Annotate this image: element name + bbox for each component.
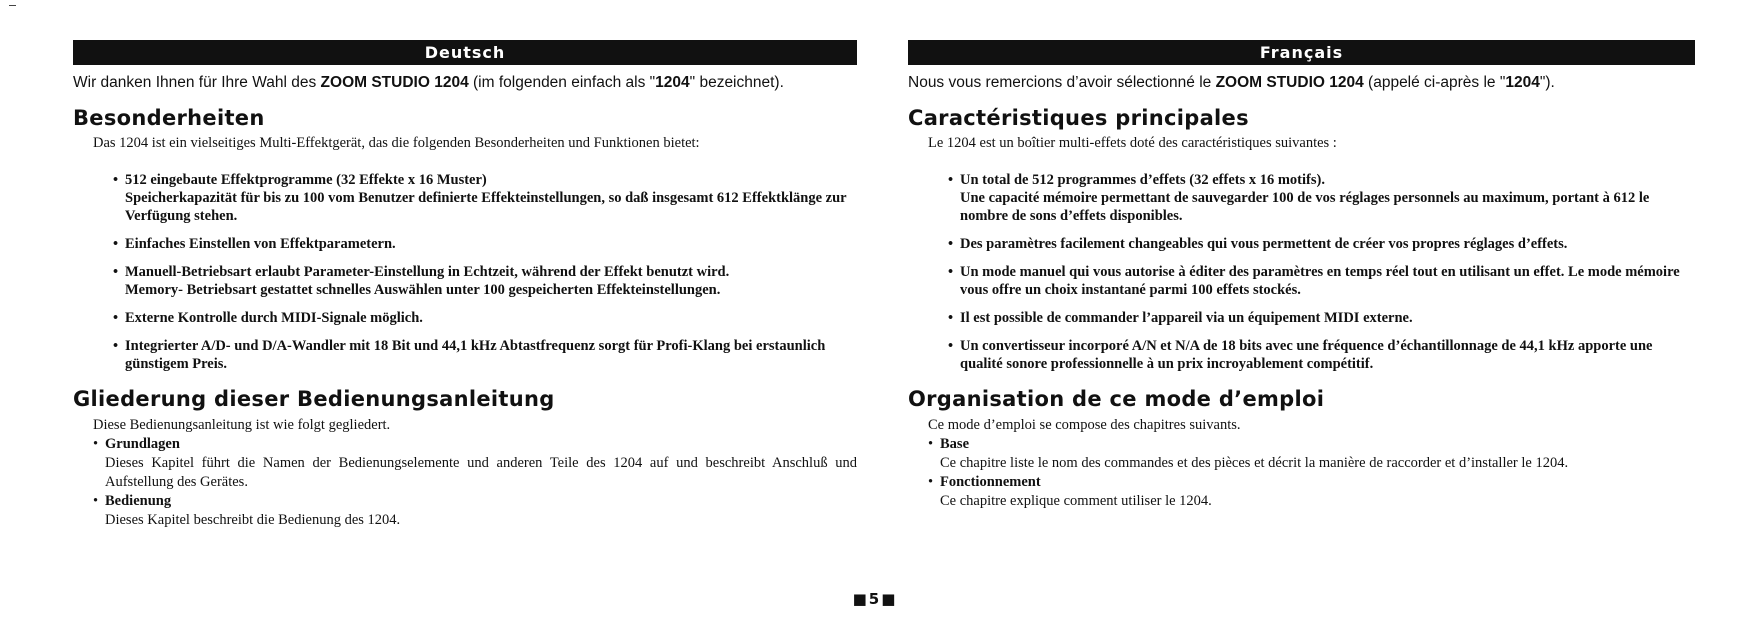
intro-mid-fr: (appelé ci-après le " <box>1363 74 1506 91</box>
intro-end-de: " bezeichnet). <box>689 74 784 91</box>
toc-entry <box>928 435 1695 473</box>
toc-entry-title: Fonctionnement <box>940 474 1041 490</box>
toc-entry-desc: Dieses Kapitel führt die Namen der Bedienungselemente und anderen Teile des 1204 auf und beschreibt Anschluß und Aufstellung des Gerätes. <box>105 455 857 490</box>
features-heading-de: Besonderheiten <box>73 106 265 130</box>
toc-lead-de: Diese Bedienungsanleitung ist wie folgt gegliedert. <box>93 417 391 433</box>
bullet-icon: • <box>928 474 934 490</box>
feature-item <box>73 263 857 299</box>
feature-line: Speicherkapazität für bis zu 100 vom Benutzer definierte Effekteinstellungen, so daß insgesamt 612 Effektklänge zur Verfügung stehen. <box>125 190 847 224</box>
toc-entry <box>93 435 857 492</box>
toc-de <box>93 416 857 530</box>
bullet-icon: • <box>948 172 954 188</box>
bullet-icon: • <box>113 310 119 326</box>
intro-short-de: 1204 <box>655 74 690 91</box>
toc-fr <box>928 416 1695 511</box>
toc-entry <box>928 473 1695 511</box>
feature-line: Externe Kontrolle durch MIDI-Signale möglich. <box>125 310 423 326</box>
bullet-icon: • <box>113 264 119 280</box>
bullet-icon: • <box>93 436 99 452</box>
corner-mark <box>9 5 16 6</box>
toc-entry-desc: Dieses Kapitel beschreibt die Bedienung des 1204. <box>105 512 401 528</box>
toc-entry-title: Bedienung <box>105 493 172 509</box>
intro-paragraph-fr <box>908 74 1695 92</box>
feature-line: Einfaches Einstellen von Effektparametern. <box>125 236 396 252</box>
feature-line: Il est possible de commander l’appareil via un équipement MIDI externe. <box>960 310 1413 326</box>
feature-item <box>908 235 1695 253</box>
bullet-icon: • <box>948 264 954 280</box>
intro-mid-de: (im folgenden einfach als " <box>468 74 656 91</box>
intro-end-fr: "). <box>1539 74 1555 91</box>
intro-paragraph-de <box>73 74 857 92</box>
feature-item <box>73 171 857 225</box>
page-marker-left-icon: ■ <box>852 590 869 608</box>
intro-product-de: ZOOM STUDIO 1204 <box>320 74 469 91</box>
toc-entry-desc: Ce chapitre explique comment utiliser le 1204. <box>940 493 1212 509</box>
bullet-icon: • <box>113 338 119 354</box>
features-list-fr <box>908 171 1695 373</box>
intro-product-fr: ZOOM STUDIO 1204 <box>1215 74 1364 91</box>
feature-line: Memory- Betriebsart gestattet schnelles Auswählen unter 100 gespeicherten Effekteinstellungen. <box>125 282 721 298</box>
feature-item <box>73 235 857 253</box>
language-bar-francais: Français <box>908 40 1695 65</box>
features-heading-fr: Caractéristiques principales <box>908 106 1249 130</box>
feature-item <box>908 171 1695 225</box>
column-deutsch <box>73 40 857 530</box>
bullet-icon: • <box>93 493 99 509</box>
features-lead-de: Das 1204 ist ein vielseitiges Multi-Effektgerät, das die folgenden Besonderheiten und Funktionen bietet: <box>93 135 700 151</box>
feature-line: 512 eingebaute Effektprogramme (32 Effekte x 16 Muster) <box>125 172 487 188</box>
feature-line: Manuell-Betriebsart erlaubt Parameter-Einstellung in Echtzeit, während der Effekt benutzt wird. <box>125 264 730 280</box>
feature-line: Des paramètres facilement changeables qui vous permettent de créer vos propres réglages d’effets. <box>960 236 1568 252</box>
feature-line: Un total de 512 programmes d’effets (32 effets x 16 motifs). <box>960 172 1325 188</box>
toc-entry-desc: Ce chapitre liste le nom des commandes et des pièces et décrit la manière de raccorder et d’installer le 1204. <box>940 455 1569 471</box>
column-francais <box>908 40 1695 511</box>
feature-line: Une capacité mémoire permettant de sauvegarder 100 de vos réglages personnels au maximum, portant à 612 le nombre de sons d’effets disponibles. <box>960 190 1650 224</box>
page-number-value: 5 <box>868 590 882 608</box>
bullet-icon: • <box>113 236 119 252</box>
toc-entry-title: Grundlagen <box>105 436 180 452</box>
bullet-icon: • <box>948 310 954 326</box>
feature-line: Integrierter A/D- und D/A-Wandler mit 18 Bit und 44,1 kHz Abtastfrequenz sorgt für Profi-Klang bei erstaunlich günstigem Preis. <box>125 338 826 372</box>
intro-text-de: Wir danken Ihnen für Ihre Wahl des <box>73 74 321 91</box>
features-lead-fr: Le 1204 est un boîtier multi-effets doté des caractéristiques suivantes : <box>928 135 1337 151</box>
feature-item <box>908 309 1695 327</box>
feature-line: Un convertisseur incorporé A/N et N/A de 18 bits avec une fréquence d’échantillonnage de 44,1 kHz apporte une qualité sonore professionnelle à un prix incroyablement compétitif. <box>960 338 1653 372</box>
language-bar-deutsch: Deutsch <box>73 40 857 65</box>
feature-item <box>73 337 857 373</box>
intro-short-fr: 1204 <box>1505 74 1540 91</box>
toc-entry <box>93 492 857 530</box>
features-list-de <box>73 171 857 373</box>
bullet-icon: • <box>948 338 954 354</box>
bullet-icon: • <box>928 436 934 452</box>
feature-line: Un mode manuel qui vous autorise à éditer des paramètres en temps réel tout en utilisant un effet. Le mode mémoire vous offre un choix instantané parmi 100 effets stockés. <box>960 264 1680 298</box>
toc-heading-fr: Organisation de ce mode d’emploi <box>908 387 1325 411</box>
toc-entry-title: Base <box>940 436 969 452</box>
toc-lead-fr: Ce mode d’emploi se compose des chapitres suivants. <box>928 417 1241 433</box>
page-marker-right-icon: ■ <box>881 590 898 608</box>
feature-item <box>73 309 857 327</box>
bullet-icon: • <box>948 236 954 252</box>
feature-item <box>908 263 1695 299</box>
feature-item <box>908 337 1695 373</box>
toc-heading-de: Gliederung dieser Bedienungsanleitung <box>73 387 555 411</box>
bullet-icon: • <box>113 172 119 188</box>
page-number <box>0 590 1750 608</box>
intro-text-fr: Nous vous remercions d’avoir sélectionné le <box>908 74 1216 91</box>
